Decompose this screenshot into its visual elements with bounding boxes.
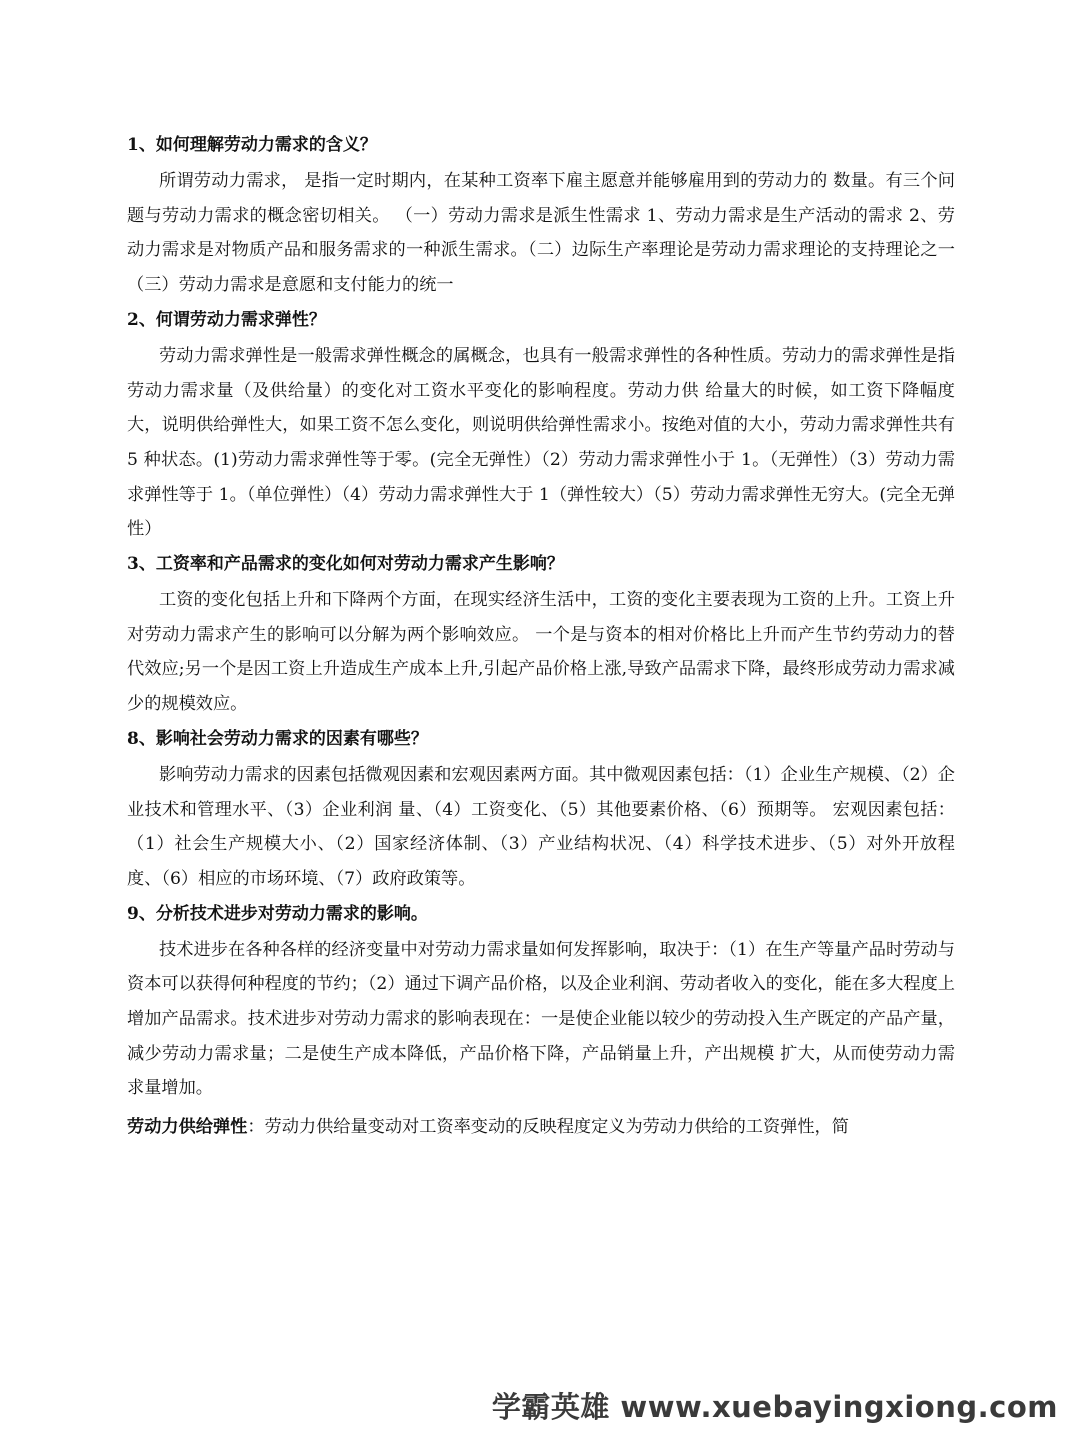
- question-heading: 3、工资率和产品需求的变化如何对劳动力需求产生影响？: [127, 554, 564, 575]
- question-heading: 9、分析技术进步对劳动力需求的影响。: [127, 903, 428, 924]
- section-8: [127, 724, 955, 897]
- section-3: [127, 549, 955, 722]
- question-heading: 2、何谓劳动力需求弹性？: [127, 309, 326, 330]
- definition-paragraph: [127, 1110, 955, 1144]
- question-heading: 8、影响社会劳动力需求的因素有哪些？: [127, 728, 428, 749]
- section-1: [127, 130, 955, 303]
- definition-term: 劳动力供给弹性: [127, 1117, 248, 1138]
- answer-paragraph: 影响劳动力需求的因素包括微观因素和宏观因素两方面。其中微观因素包括：（1）企业生产规模、（2）企业技术和管理水平、（3）企业利润 量、（4）工资变化、（5）其他要素价格、（6）预期等。 宏观因素包括：（1）社会生产规模大小、（2）国家经济体制、（3）产业结构状况、（4）科学技术进步、（5）对外开放程度、（6）相应的市场环境、（7）政府政策等。: [127, 764, 955, 889]
- question-heading: 1、如何理解劳动力需求的含义？: [127, 135, 377, 155]
- document-page: [127, 130, 955, 1144]
- answer-paragraph: 所谓劳动力需求， 是指一定时期内，在某种工资率下雇主愿意并能够雇用到的劳动力的 数量。有三个问题与劳动力需求的概念密切相关。 （一）劳动力需求是派生性需求 1、劳动力需求是生产活动的需求 2、劳动力需求是对物质产品和服务需求的一种派生需求。（二）边际生产率理论是劳动力需求理论的支持理论之一（三）劳动力需求是意愿和支付能力的统一: [127, 171, 955, 296]
- site-watermark: 学霸英雄 www.xuebayingxiong.com: [491, 1390, 1058, 1424]
- answer-paragraph: 工资的变化包括上升和下降两个方面，在现实经济生活中，工资的变化主要表现为工资的上升。工资上升对劳动力需求产生的影响可以分解为两个影响效应。 一个是与资本的相对价格比上升而产生节约劳动力的替代效应;另一个是因工资上升造成生产成本上升,引起产品价格上涨,导致产品需求下降，最终形成劳动力需求减少的规模效应。: [127, 590, 955, 715]
- answer-paragraph: 劳动力需求弹性是一般需求弹性概念的属概念，也具有一般需求弹性的各种性质。劳动力的需求弹性是指劳动力需求量（及供给量）的变化对工资水平变化的影响程度。劳动力供 给量大的时候，如工资下降幅度大，说明供给弹性大，如果工资不怎么变化，则说明供给弹性需求小。按绝对值的大小，劳动力需求弹性共有 5 种状态。(1)劳动力需求弹性等于零。(完全无弹性）（2）劳动力需求弹性小于 1。（无弹性）（3）劳动力需求弹性等于 1。（单位弹性）（4）劳动力需求弹性大于 1（弹性较大）（5）劳动力需求弹性无穷大。(完全无弹性）: [127, 345, 955, 540]
- section-2: [127, 305, 955, 547]
- definition-text: ：劳动力供给量变动对工资率变动的反映程度定义为劳动力供给的工资弹性，简: [247, 1117, 849, 1138]
- section-9: [127, 899, 955, 1107]
- answer-paragraph: 技术进步在各种各样的经济变量中对劳动力需求量如何发挥影响，取决于：（1）在生产等量产品时劳动与资本可以获得何种程度的节约；（2）通过下调产品价格，以及企业利润、劳动者收入的变化，能在多大程度上增加产品需求。技术进步对劳动力需求的影响表现在：一是使企业能以较少的劳动投入生产既定的产品产量，减少劳动力需求量；二是使生产成本降低，产品价格下降，产品销量上升，产出规模 扩大，从而使劳动力需求量增加。: [127, 939, 955, 1099]
